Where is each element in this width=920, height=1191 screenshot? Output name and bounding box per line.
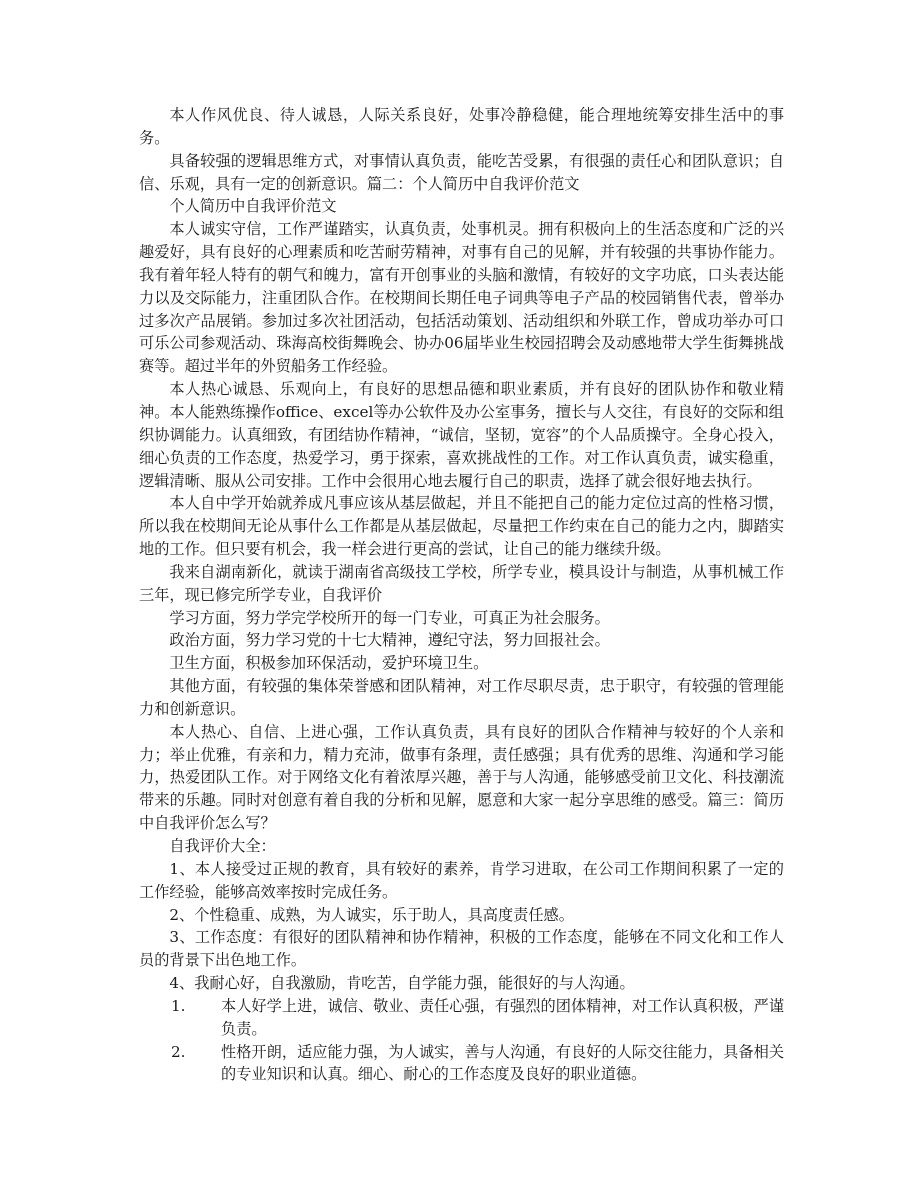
paragraph: 本人作风优良、待人诚恳，人际关系良好，处事冷静稳健，能合理地统筹安排生活中的事务。 [139, 106, 784, 147]
paragraph: 具备较强的逻辑思维方式，对事情认真负责，能吃苦受累，有很强的责任心和团队意识；自信、乐观，具有一定的创新意识。篇二：个人简历中自我评价范文 [139, 151, 784, 193]
paragraph: 1、本人接受过正规的教育，具有较好的素养，肯学习进取，在公司工作期间积累了一定的工作经验，能够高效率按时完成任务。 [139, 859, 784, 901]
list-number: 2. [171, 1042, 186, 1061]
section-title: 自我评价大全： [169, 837, 276, 855]
paragraph: 4、我耐心好，自我激励，肯吃苦，自学能力强，能很好的与人沟通。 [169, 974, 635, 993]
section-title: 个人简历中自我评价范文 [169, 197, 337, 216]
list-item [139, 1041, 784, 1087]
list-item [139, 995, 784, 1041]
paragraph: 本人热心、自信、上进心强，工作认真负责，具有良好的团队合作精神与较好的个人亲和力；举止优雅，有亲和力，精力充沛，做事有条理，责任感强；具有优秀的思维、沟通和学习能力，热爱团队工作。对于网络文化有着浓厚兴趣，善于与人沟通，能够感受前卫文化、科技潮流带来的乐趣。同时对创意有着自我的分析和见解，愿意和大家一起分享思维的感受。篇三：简历中自我评价怎么写？ [139, 722, 784, 833]
paragraph: 本人热心诚恳、乐观向上，有良好的思想品德和职业素质，并有良好的团队协作和敬业精神。本人能熟练操作office、excel等办公软件及办公室事务，擅长与人交往，有良好的交际和组织协调能力。认真细致，有团结协作精神，“诚信，坚韧，宽容”的个人品质操守。全身心投入，细心负责的工作态度，热爱学习，勇于探索，喜欢挑战性的工作。对工作认真负责，诚实稳重，逻辑清晰、服从公司安排。工作中会很用心地去履行自己的职责，选择了就会很好地去执行。 [139, 380, 784, 490]
paragraph: 卫生方面，积极参加环保活动，爱护环境卫生。 [169, 654, 489, 673]
paragraph: 我来自湖南新化，就读于湖南省高级技工学校，所学专业，模具设计与制造，从事机械工作三年，现已修完所学专业，自我评价 [139, 562, 784, 604]
paragraph: 本人自中学开始就养成凡事应该从基层做起，并且不能把自己的能力定位过高的性格习惯，所以我在校期间无论从事什么工作都是从基层做起，尽量把工作约束在自己的能力之内，脚踏实地的工作。但只要有机会，我一样会进行更高的尝试，让自己的能力继续升级。 [139, 494, 784, 559]
paragraph: 2、个性稳重、成熟，为人诚实，乐于助人，具高度责任感。 [169, 905, 574, 924]
document-body [139, 104, 784, 1086]
paragraph: 政治方面，努力学习党的十七大精神，遵纪守法，努力回报社会。 [169, 631, 610, 650]
list-text: 性格开朗，适应能力强，为人诚实，善与人沟通，有良好的人际交往能力，具备相关的专业知识和认真。细心、耐心的工作态度及良好的职业道德。 [221, 1042, 784, 1084]
paragraph: 其他方面，有较强的集体荣誉感和团队精神，对工作尽职尽责，忠于职守，有较强的管理能力和创新意识。 [139, 677, 784, 718]
paragraph: 3、工作态度：有很好的团队精神和协作精神，积极的工作态度，能够在不同文化和工作人员的背景下出色地工作。 [139, 928, 784, 970]
list-text: 本人好学上进，诚信、敬业、责任心强，有强烈的团体精神，对工作认真积极，严谨负责。 [221, 996, 784, 1038]
paragraph: 学习方面，努力学完学校所开的每一门专业，可真正为社会服务。 [169, 608, 610, 627]
paragraph: 本人诚实守信，工作严谨踏实，认真负责，处事机灵。拥有积极向上的生活态度和广泛的兴趣爱好，具有良好的心理素质和吃苦耐劳精神，对事有自己的见解，并有较强的共事协作能力。我有着年轻人特有的朝气和魄力，富有开创事业的头脑和激情，有较好的文字功底，口头表达能力以及交际能力，注重团队合作。在校期间长期任电子词典等电子产品的校园销售代表，曾举办过多次产品展销。参加过多次社团活动，包括活动策划、活动组织和外联工作，曾成功举办可口可乐公司参观活动、珠海高校街舞晚会、协办06届毕业生校园招聘会及动感地带大学生街舞挑战赛等。超过半年的外贸船务工作经验。 [139, 220, 784, 376]
list-number: 1. [171, 996, 186, 1015]
